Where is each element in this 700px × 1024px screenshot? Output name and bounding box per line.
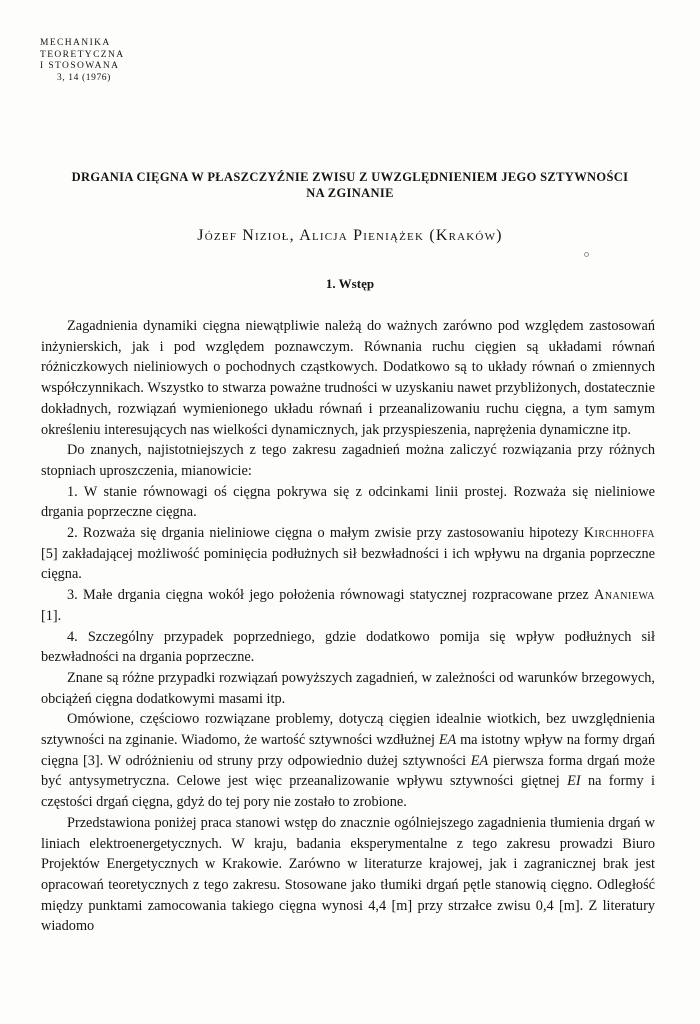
section-heading: 1. Wstęp	[325, 276, 375, 291]
body-text	[41, 316, 655, 937]
list-item: 1. W stanie równowagi oś cięgna pokrywa się z odcinkami linii prostej. Rozważa się nieliniowe drgania poprzeczne cięgna.	[41, 483, 655, 521]
paper-title-line-1: DRGANIA CIĘGNA W PŁASZCZYŹNIE ZWISU Z UWZGLĘDNIENIEM JEGO SZTYWNOŚCI	[71, 170, 629, 184]
paragraph: Zagadnienia dynamiki cięgna niewątpliwie należą do ważnych zarówno pod względem zastosowań inżynierskich, jak i pod względem poznawczym. Równania ruchu cięgien są układami równań różniczkowych nieliniowych o pochodnych cząstkowych. Dodatkowo są to układy równań o zmiennych współczynnikach. Wszystko to stwarza poważne trudności w uzyskaniu nawet przybliżonych, dostatecznie dokładnych, rozwiązań wymienionego układu równań i przeanalizowaniu ruchu cięgna, a tym samym określeniu interesujących nas wielkości dynamicznych, jak przyspieszenia, naprężenia dynamiczne itp.	[41, 318, 655, 438]
math-symbol: EA	[470, 752, 489, 769]
paragraph: Omówione, częściowo rozwiązane problemy, dotyczą cięgien idealnie wiotkich, bez uwzględnienia sztywności na zginanie. Wiadomo, że wartość sztywności wzdłużnej EA ma istotny wpływ na formy drgań cięgna [3]. W odróżnieniu od struny przy odpowiednio dużej sztywności EA pierwsza forma drgań może być antysymetryczna. Celowe jest więc przeanalizowanie wpływu sztywności giętnej EI na formy i częstości drgań cięgna, gdyż do tej pory nie zostało to zrobione.	[41, 711, 656, 811]
paragraph: Znane są różne przypadki rozwiązań powyższych zagadnień, w zależności od warunków brzegowych, obciążeń cięgna dodatkowymi masami itp.	[41, 669, 655, 707]
paper-title-line-2: NA ZGINANIE	[306, 186, 394, 200]
list-item: 4. Szczególny przypadek poprzedniego, gdzie dodatkowo pomija się wpływ podłużnych sił bezwładności na drgania poprzeczne.	[41, 628, 655, 666]
paragraph: Przedstawiona poniżej praca stanowi wstęp do znacznie ogólniejszego zagadnienia tłumienia drgań w liniach elektroenergetycznych. W kraju, badania eksperymentalne z tego zakresu prowadzi Biuro Projektów Energetycznych w Krakowie. Zarówno w literaturze krajowej, jak i zagranicznej brak jest opracowań teoretycznych z tego zakresu. Stosowane jako tłumiki drgań pętle stanowią cięgno. Odległość między punktami zamocowania takiego cięgna wynosi 4,4 [m] przy strzałce zwisu 0,4 [m]. Z literatury wiadomo	[41, 814, 655, 935]
journal-name-line-3: I STOSOWANA	[40, 61, 120, 71]
journal-name-line-1: MECHANIKA	[40, 38, 111, 48]
journal-name-line-2: TEORETYCZNA	[40, 49, 125, 60]
ink-dot-mark	[584, 252, 589, 257]
author-name: Ananiewa	[594, 587, 655, 604]
math-symbol: EI	[567, 773, 581, 790]
list-item: 2. Rozważa się drgania nieliniowe cięgna o małym zwisie przy zastosowaniu hipotezy Kirchhoffa [5] zakładającej możliwość pominięcia podłużnych sił bezwładności i ich wpływu na drgania poprzeczne cięgna.	[41, 525, 655, 583]
paper-title	[30, 169, 670, 201]
authors: Józef Nizioł, Alicja Pieniążek (Kraków)	[197, 227, 503, 244]
paragraph: Do znanych, najistotniejszych z tego zakresu zagadnień można zaliczyć rozwiązania przy różnych stopniach uproszczenia, mianowicie:	[41, 442, 655, 479]
journal-issue: 3, 14 (1976)	[57, 72, 111, 83]
math-symbol: EA	[438, 732, 457, 749]
journal-header	[40, 38, 125, 84]
author-name: Kirchhoffa	[583, 525, 655, 542]
list-item: 3. Małe drgania cięgna wokół jego położenia równowagi statycznej rozpracowane przez Ananiewa [1].	[41, 587, 655, 624]
